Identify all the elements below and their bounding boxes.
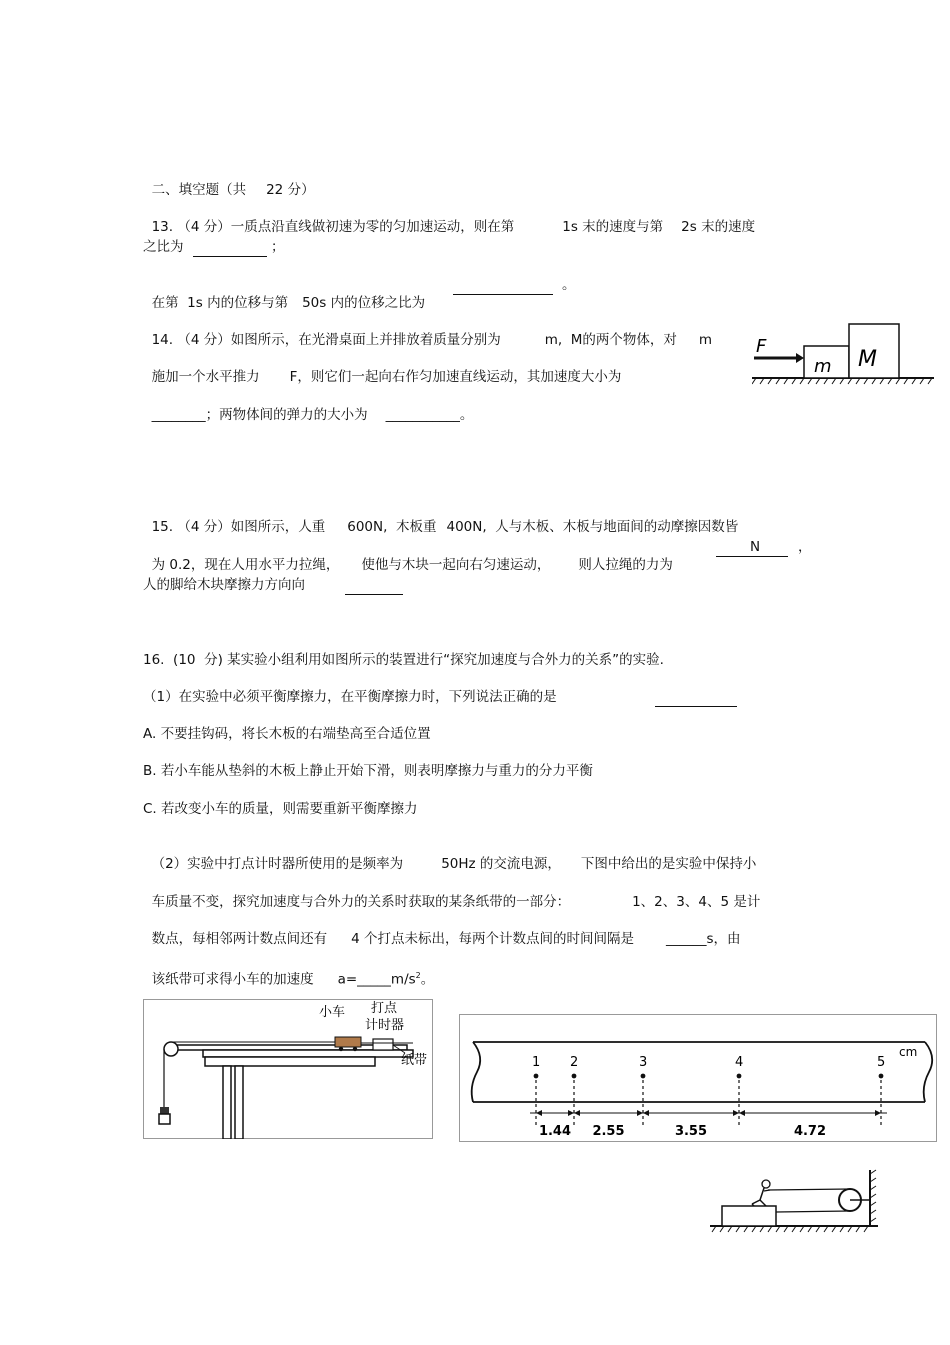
q16-text: 该纸带可求得小车的加速度: [151, 971, 314, 988]
q15-line2: [143, 538, 673, 574]
tape-label: 纸带: [401, 1053, 428, 1068]
q14-text: 施加一个水平推力: [151, 369, 260, 385]
q15-text: 600N, 木板重: [347, 519, 437, 535]
q13-text: 50s 内的位移之比为: [302, 295, 426, 311]
tape-point-label: 5: [877, 1055, 886, 1070]
tape-distance-label: 4.72: [793, 1124, 827, 1139]
force-arrow-icon: [796, 353, 804, 363]
q16-answer-blank-1[interactable]: [655, 705, 737, 707]
q15-unit: N: [750, 539, 761, 555]
q15-text: 为 0.2，现在人用水平力拉绳，: [151, 557, 340, 573]
q15-text: 400N, 人与木板、木板与地面间的动摩擦因数皆: [446, 519, 739, 535]
q16-text: 下图中给出的是实验中保持小: [580, 856, 757, 872]
q16-text: 50Hz 的交流电源，: [441, 856, 561, 872]
q16-line1: 16. (10 分) 某实验小组利用如图所示的装置进行“探究加速度与合外力的关系”的实验.: [143, 652, 664, 668]
q13-text: 1s 末的速度与第: [562, 219, 664, 235]
q13-text: 13. （4 分）一质点沿直线做初速为零的匀加速运动，则在第: [151, 219, 515, 235]
arrow-icon: [536, 1110, 542, 1116]
q16-text: a=_____m/s: [337, 971, 416, 988]
q16-apparatus-figure: [143, 999, 433, 1139]
timer-label-2: 计时器: [365, 1018, 405, 1033]
q13-line1: [143, 200, 755, 236]
tape-unit: cm: [899, 1045, 918, 1059]
q16-superscript: 2: [415, 971, 421, 980]
section-points: 22 分）: [266, 182, 315, 198]
q15-comma: ，: [798, 539, 812, 555]
tape-point-label: 2: [570, 1055, 579, 1070]
q13-answer-blank-1[interactable]: [193, 255, 267, 257]
q16-line2: （1）在实验中必须平衡摩擦力，在平衡摩擦力时，下列说法正确的是: [143, 689, 557, 705]
small-block-label: m: [814, 356, 832, 377]
section-title-text: 二、填空题（共: [151, 182, 247, 198]
arrow-icon: [739, 1110, 745, 1116]
q13-line3: [143, 276, 425, 312]
q15-line3: 人的脚给木块摩擦力方向向: [143, 577, 305, 593]
q16-text: 车质量不变，探究加速度与合外力的关系时获取的某条纸带的一部分：: [151, 894, 571, 910]
tape-point-label: 1: [532, 1055, 541, 1070]
q16-line7: [143, 875, 760, 911]
q16-line6: [143, 837, 756, 873]
arrow-icon: [875, 1110, 881, 1116]
q13-line3-end: 。: [562, 277, 576, 293]
timer-icon: [373, 1039, 393, 1050]
q15-text: 15. （4 分）如图所示，人重: [151, 519, 326, 535]
tape-point-label: 3: [639, 1055, 648, 1070]
cart-label: 小车: [319, 1005, 346, 1020]
q15-line1: [143, 500, 738, 536]
q14-text: ________；两物体间的弹力的大小为: [151, 407, 368, 423]
q14-blocks-figure: [752, 314, 938, 386]
section-title: [143, 163, 315, 199]
tape-distance-label: 1.44: [538, 1124, 572, 1139]
q14-text: F，则它们一起向右作匀加速直线运动，其加速度大小为: [289, 369, 622, 385]
q14-text: m: [698, 332, 713, 348]
q14-line3: [143, 388, 473, 424]
q16-option-a: A. 不要挂钩码，将长木板的右端垫高至合适位置: [143, 726, 431, 742]
force-label: F: [756, 336, 767, 357]
hook-weight-icon: [160, 1107, 169, 1114]
q13-line2-end: ；: [271, 239, 285, 255]
pulley-icon: [164, 1042, 178, 1056]
q16-option-c: C. 若改变小车的质量，则需要重新平衡摩擦力: [143, 801, 418, 817]
q14-text: 14. （4 分）如图所示，在光滑桌面上并排放着质量分别为: [151, 332, 501, 348]
q16-line9: [143, 949, 434, 989]
person-icon: [752, 1180, 770, 1206]
q16-text: 数点，每相邻两计数点间还有: [151, 931, 328, 947]
q13-line2-label: 之比为: [143, 239, 184, 255]
q16-line8: [143, 912, 741, 948]
arrow-icon: [643, 1110, 649, 1116]
board-icon: [722, 1206, 776, 1226]
q16-text: ______s，由: [665, 931, 741, 947]
q14-line1: [143, 313, 712, 349]
q15-text: 使他与木块一起向右匀速运动，: [361, 557, 551, 573]
q15-person-board-figure: [706, 1166, 882, 1238]
q16-text: 4 个打点未标出，每两个计数点间的时间间隔是: [351, 931, 634, 947]
big-block-label: M: [858, 347, 877, 372]
tape-distance-label: 2.55: [592, 1124, 625, 1139]
q13-text: 2s 末的速度: [681, 219, 756, 235]
cart-icon: [335, 1037, 361, 1047]
tape-distance-label: 3.55: [674, 1124, 708, 1139]
q15-text: 则人拉绳的力为: [578, 557, 673, 573]
q14-line2: [143, 350, 621, 386]
q13-answer-blank-2[interactable]: [453, 293, 553, 295]
tape-point-label: 4: [735, 1055, 744, 1070]
q14-text: m, M的两个物体，对: [544, 332, 677, 348]
q13-text: 在第 1s 内的位移与第: [151, 295, 289, 311]
q16-text: 1、2、3、4、5 是计: [632, 894, 761, 910]
q16-option-b: B. 若小车能从垫斜的木板上静止开始下滑，则表明摩擦力与重力的分力平衡: [143, 763, 593, 779]
timer-label-1: 打点: [371, 1001, 398, 1016]
q16-text: 。: [420, 971, 435, 988]
q16-text: （2）实验中打点计时器所使用的是频率为: [151, 856, 404, 872]
arrow-icon: [574, 1110, 580, 1116]
q16-paper-tape-figure: [459, 1014, 937, 1142]
q15-answer-blank-2[interactable]: [345, 593, 403, 595]
q14-text: ___________。: [385, 407, 474, 423]
